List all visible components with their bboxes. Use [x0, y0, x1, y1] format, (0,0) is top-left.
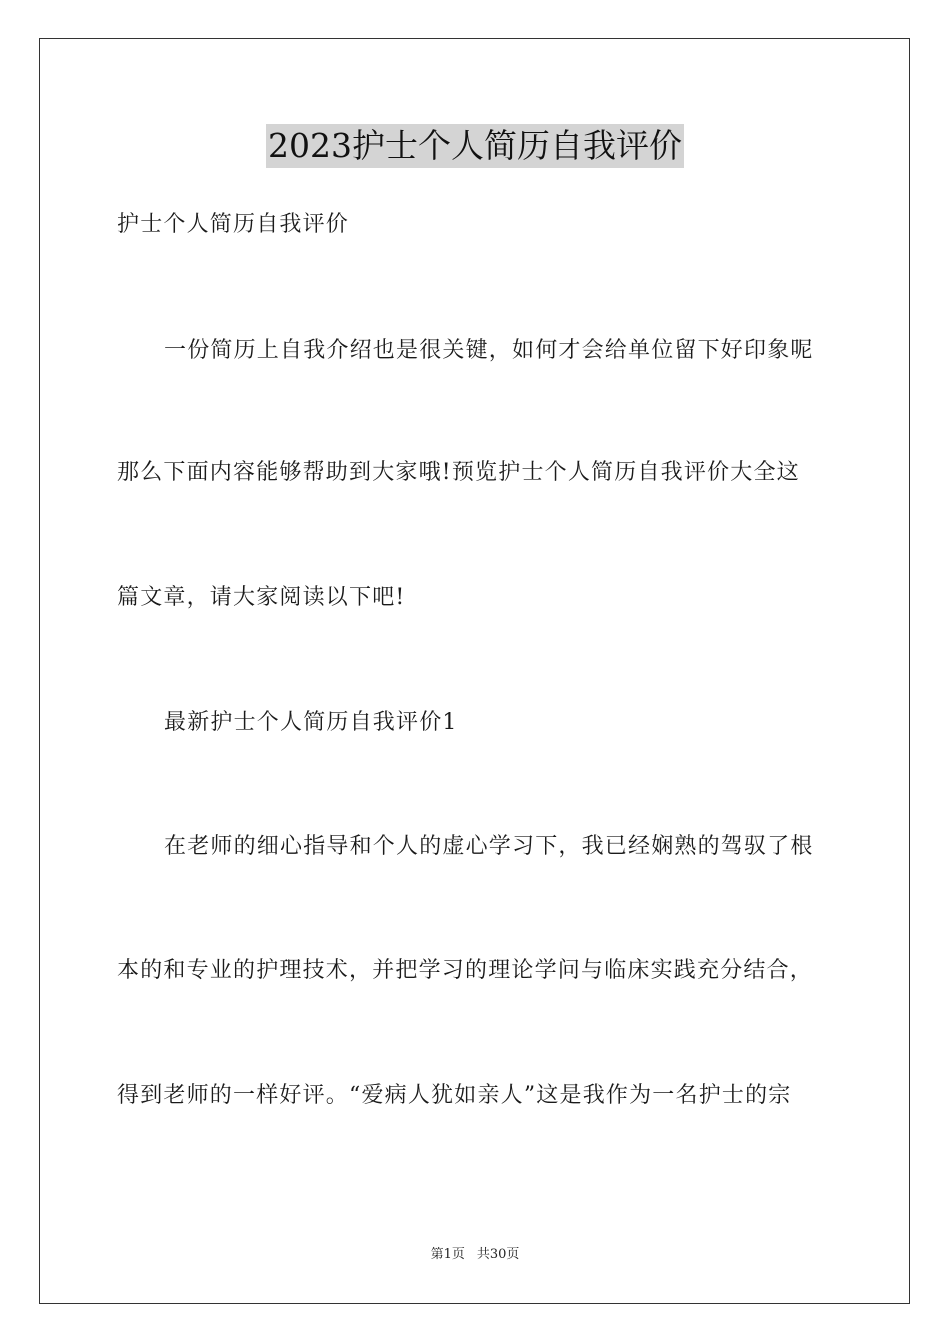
subtitle-line: 护士个人简历自我评价: [117, 212, 350, 237]
title-container: [0, 124, 950, 168]
section-heading: 最新护士个人简历自我评价1: [164, 710, 458, 735]
paragraph-line: 一份简历上自我介绍也是很关键，如何才会给单位留下好印象呢: [164, 338, 814, 363]
page-number-current: 第1页: [430, 1247, 465, 1262]
page-number-total: 共30页: [476, 1247, 520, 1262]
paragraph-line: 那么下面内容能够帮助到大家哦!预览护士个人简历自我评价大全这: [117, 460, 800, 485]
paragraph-line: 本的和专业的护理技术，并把学习的理论学问与临床实践充分结合，: [117, 958, 814, 983]
paragraph-line: 篇文章，请大家阅读以下吧!: [117, 585, 406, 610]
paragraph-line: 得到老师的一样好评。“爱病人犹如亲人”这是我作为一名护士的宗: [117, 1083, 792, 1108]
page-footer: [0, 1246, 950, 1264]
paragraph-line: 在老师的细心指导和个人的虚心学习下，我已经娴熟的驾驭了根: [164, 834, 814, 859]
document-title: 2023护士个人简历自我评价: [266, 124, 684, 168]
